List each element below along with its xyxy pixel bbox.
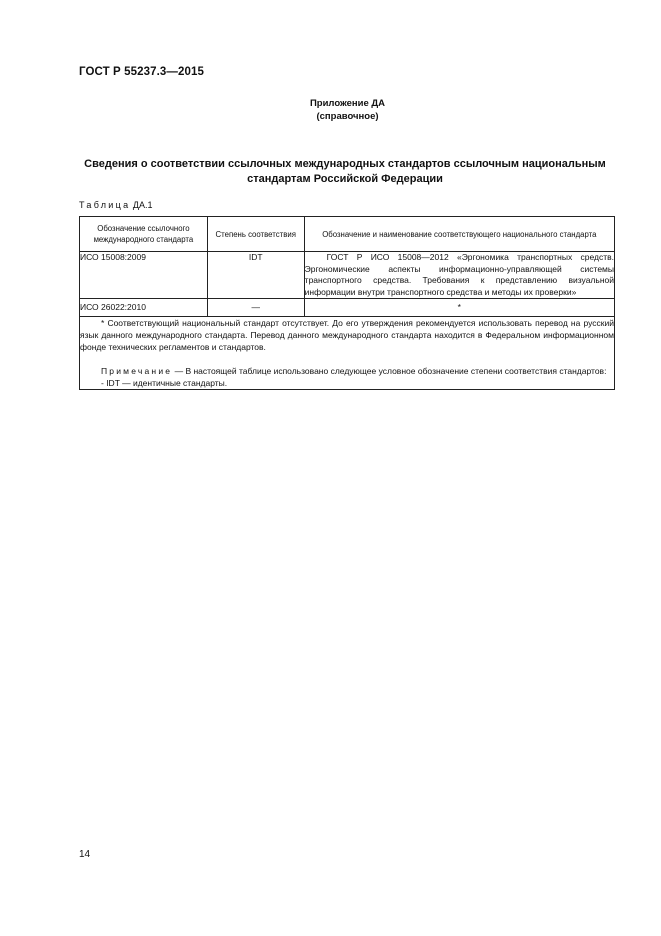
document-code: ГОСТ Р 55237.3—2015 [79, 66, 204, 78]
degree-cell: — [207, 299, 304, 317]
degree-cell: IDT [207, 252, 304, 299]
international-standard-cell: ИСО 26022:2010 [80, 299, 208, 317]
table-row [80, 299, 615, 317]
national-standard-cell [304, 252, 614, 299]
column-header-degree: Степень соответствия [207, 217, 304, 252]
note-label: Примечание [101, 365, 173, 376]
table-caption-word: Таблица [79, 200, 131, 210]
section-title-line-1: Сведения о соответствии ссылочных международных стандартов ссылочным национальным [84, 158, 606, 170]
appendix-heading [0, 97, 661, 123]
table-header-row [80, 217, 615, 252]
column-header-national-standard: Обозначение и наименование соответствующего национального стандарта [304, 217, 614, 252]
page-number: 14 [79, 849, 91, 860]
note-paragraph [80, 365, 614, 377]
note-text: — В настоящей таблице использовано следующее условное обозначение степени соответствия стандартов: [174, 365, 607, 376]
appendix-title: Приложение ДА [309, 98, 386, 109]
standards-table [79, 216, 615, 390]
national-standard-text: ГОСТ Р ИСО 15008—2012 «Эргономика транспортных средств. Эргономические аспекты информационно-управляющей системы транспортного средства. Требования к представлению визуальной информации внутри транспортного средства и методы их проверки» [304, 252, 614, 297]
section-title [70, 157, 620, 187]
section-title-line-2: стандартам Российской Федерации [247, 173, 443, 185]
national-standard-cell: * [304, 299, 614, 317]
appendix-subtitle: (справочное) [316, 111, 379, 122]
table-row [80, 252, 615, 299]
note-list-item: - IDT — идентичные стандарты. [101, 377, 228, 388]
column-header-international-standard: Обозначение ссылочного международного стандарта [80, 217, 208, 252]
footnote-text: * Соответствующий национальный стандарт отсутствует. До его утверждения рекомендуется использовать перевод на русский язык данного международного стандарта. Перевод данного международного стандарта находится в Федеральном информационном фонде технических регламентов и стандартов. [80, 317, 614, 352]
table-caption-id: ДА.1 [132, 200, 153, 210]
table-notes-cell [80, 316, 615, 389]
table-caption [79, 200, 153, 210]
international-standard-cell: ИСО 15008:2009 [80, 252, 208, 299]
table-notes-row [80, 316, 615, 389]
